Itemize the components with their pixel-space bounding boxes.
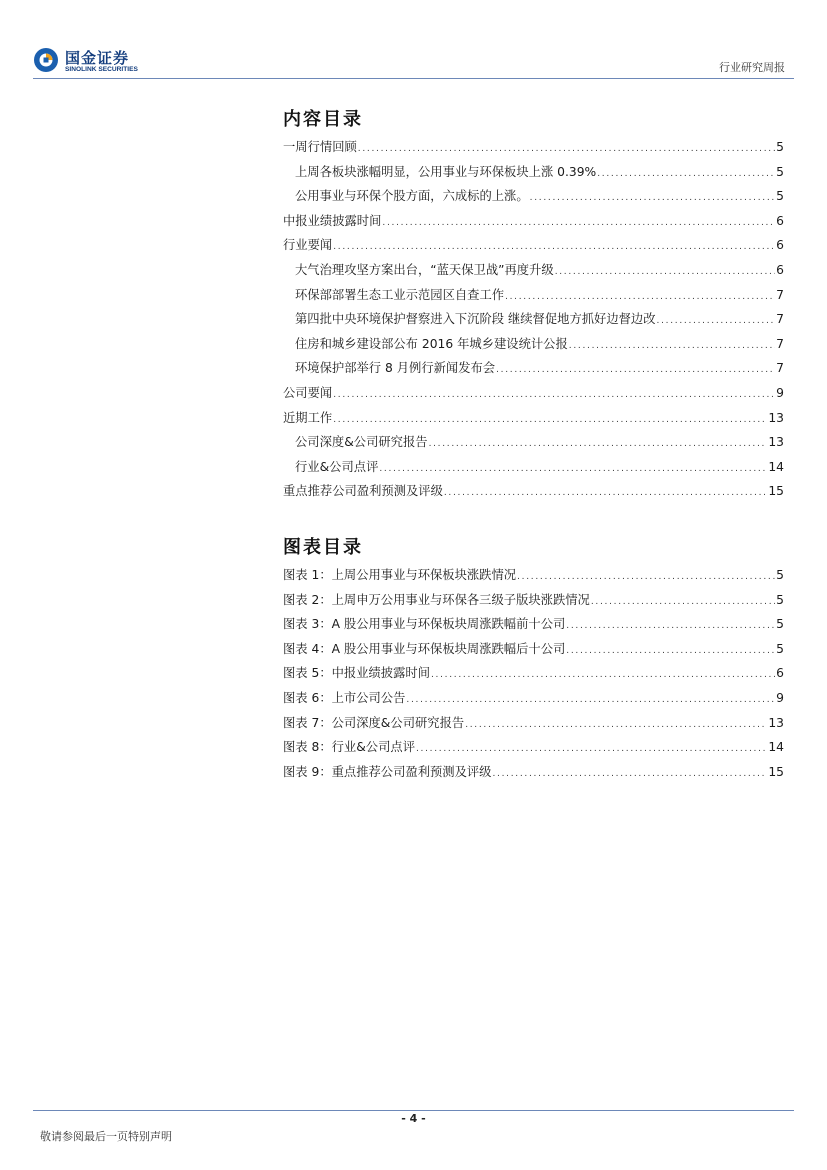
dot-leader [382,211,775,236]
dot-leader [555,260,775,285]
figure-toc-entry[interactable] [283,760,784,785]
toc-entry-label: 第四批中央环境保护督察进入下沉阶段 继续督促地方抓好边督边改 [295,312,656,327]
toc-entry-label: 大气治理攻坚方案出台，“蓝天保卫战”再度升级 [295,262,554,277]
toc-entry-page: 13 [768,435,784,450]
figure-toc-entry-label: 图表 7：公司深度&公司研究报告 [283,715,465,730]
contents-section [283,105,784,504]
toc-entry-page: 7 [776,361,784,376]
figure-toc-entry-label: 图表 2：上周申万公用事业与环保各三级子版块涨跌情况 [283,592,590,607]
toc-entry-page: 5 [776,140,784,154]
toc-entry[interactable] [283,258,784,283]
figure-toc-entry-page: 5 [776,641,784,656]
logo-text-en: SINOLINK SECURITIES [65,66,138,73]
logo-text-cn: 国金证券 [65,49,130,67]
toc-entry-label: 行业要闻 [283,238,333,253]
figure-toc-entry[interactable] [283,612,784,637]
figure-toc-entry[interactable] [283,686,784,711]
toc-entry-label: 公用事业与环保个股方面，六成标的上涨。 [295,189,529,204]
contents-title: 内容目录 [283,109,363,130]
footer-divider [33,1110,794,1111]
figure-toc-entry-page: 5 [776,568,784,582]
dot-leader [657,309,776,334]
dot-leader [566,614,775,639]
toc-entry[interactable] [283,160,784,185]
figures-title: 图表目录 [283,537,363,558]
figure-toc-entry-label: 图表 1：上周公用事业与环保板块涨跌情况 [283,568,517,582]
dot-leader [333,408,767,433]
toc-entry-page: 7 [776,287,784,302]
figure-toc-entry-label: 图表 9：重点推荐公司盈利预测及评级 [283,764,492,779]
toc-entry[interactable] [283,406,784,431]
toc-entry-label: 行业&公司点评 [295,459,379,474]
disclaimer-text: 敬请参阅最后一页特别声明 [40,1130,172,1143]
toc-entry-page: 14 [768,459,784,474]
toc-entry-label: 环境保护部举行 8 月例行新闻发布会 [295,361,496,376]
toc-entry-label: 重点推荐公司盈利预测及评级 [283,484,443,499]
toc-entry-page: 6 [776,213,784,228]
toc-entry[interactable] [283,332,784,357]
figure-toc-entry[interactable] [283,563,784,588]
toc-entry-page: 5 [776,189,784,204]
dot-leader [429,432,768,457]
toc-entry-label: 近期工作 [283,410,333,425]
toc-entry-page: 7 [776,336,784,351]
dot-leader [431,663,775,688]
figure-toc-entry[interactable] [283,735,784,760]
toc-entry[interactable] [283,479,784,504]
page-header [0,0,827,80]
figure-toc-entry-page: 14 [768,740,784,755]
figure-toc-entry-page: 6 [776,666,784,681]
toc-entry-page: 7 [776,312,784,327]
figure-toc-entry-page: 9 [776,690,784,705]
toc-entry[interactable] [283,455,784,480]
toc-entry-page: 13 [768,410,784,425]
dot-leader [333,383,775,408]
toc-entry-page: 6 [776,238,784,253]
toc-entry-label: 住房和城乡建设部公布 2016 年城乡建设统计公报 [295,336,568,351]
toc-entry-label: 一周行情回顾 [283,140,357,154]
figure-toc-entry-label: 图表 4：A 股公用事业与环保板块周涨跌幅后十公司 [283,641,566,656]
figure-toc-entry-page: 5 [776,617,784,632]
dot-leader [444,481,767,506]
figures-section [283,533,784,784]
page-number: - 4 - [401,1112,426,1125]
figure-toc-entry-label: 图表 6：上市公司公告 [283,690,406,705]
figure-toc-entry[interactable] [283,661,784,686]
toc-entry[interactable] [283,209,784,234]
dot-leader [358,137,775,162]
dot-leader [566,639,775,664]
dot-leader [591,590,775,615]
toc-entry-page: 6 [776,262,784,277]
toc-entry[interactable] [283,381,784,406]
dot-leader [465,713,767,738]
dot-leader [379,457,767,482]
dot-leader [496,358,775,383]
figure-toc-entry[interactable] [283,637,784,662]
header-divider [33,78,794,79]
dot-leader [597,162,775,187]
dot-leader [492,762,767,787]
toc-entry-label: 公司深度&公司研究报告 [295,435,428,450]
figure-toc-entry[interactable] [283,588,784,613]
toc-entry-page: 5 [776,164,784,179]
dot-leader [416,737,767,762]
toc-entry[interactable] [283,356,784,381]
dot-leader [505,285,775,310]
report-type-label: 行业研究周报 [719,61,785,74]
contents-list [283,135,784,504]
sinolink-logo-icon [33,47,59,73]
toc-entry-page: 9 [776,385,784,400]
dot-leader [569,334,775,359]
toc-entry[interactable] [283,283,784,308]
figures-list [283,563,784,784]
dot-leader [333,235,775,260]
toc-entry[interactable] [283,233,784,258]
figure-toc-entry-page: 13 [768,715,784,730]
company-logo [33,47,163,77]
toc-entry[interactable] [283,184,784,209]
figure-toc-entry-label: 图表 8：行业&公司点评 [283,740,415,755]
toc-entry-label: 中报业绩披露时间 [283,213,382,228]
toc-entry-label: 环保部部署生态工业示范园区自查工作 [295,287,505,302]
figure-toc-entry-page: 15 [768,764,784,779]
figure-toc-entry-label: 图表 5：中报业绩披露时间 [283,666,430,681]
dot-leader [517,565,775,590]
dot-leader [406,688,775,713]
toc-entry-label: 上周各板块涨幅明显，公用事业与环保板块上涨 0.39% [295,164,597,179]
toc-entry-label: 公司要闻 [283,385,333,400]
figure-toc-entry-page: 5 [776,592,784,607]
dot-leader [530,186,776,211]
toc-entry-page: 15 [768,484,784,499]
figure-toc-entry[interactable] [283,711,784,736]
toc-entry[interactable] [283,430,784,455]
toc-entry[interactable] [283,307,784,332]
toc-entry[interactable] [283,135,784,160]
figure-toc-entry-label: 图表 3：A 股公用事业与环保板块周涨跌幅前十公司 [283,617,566,632]
